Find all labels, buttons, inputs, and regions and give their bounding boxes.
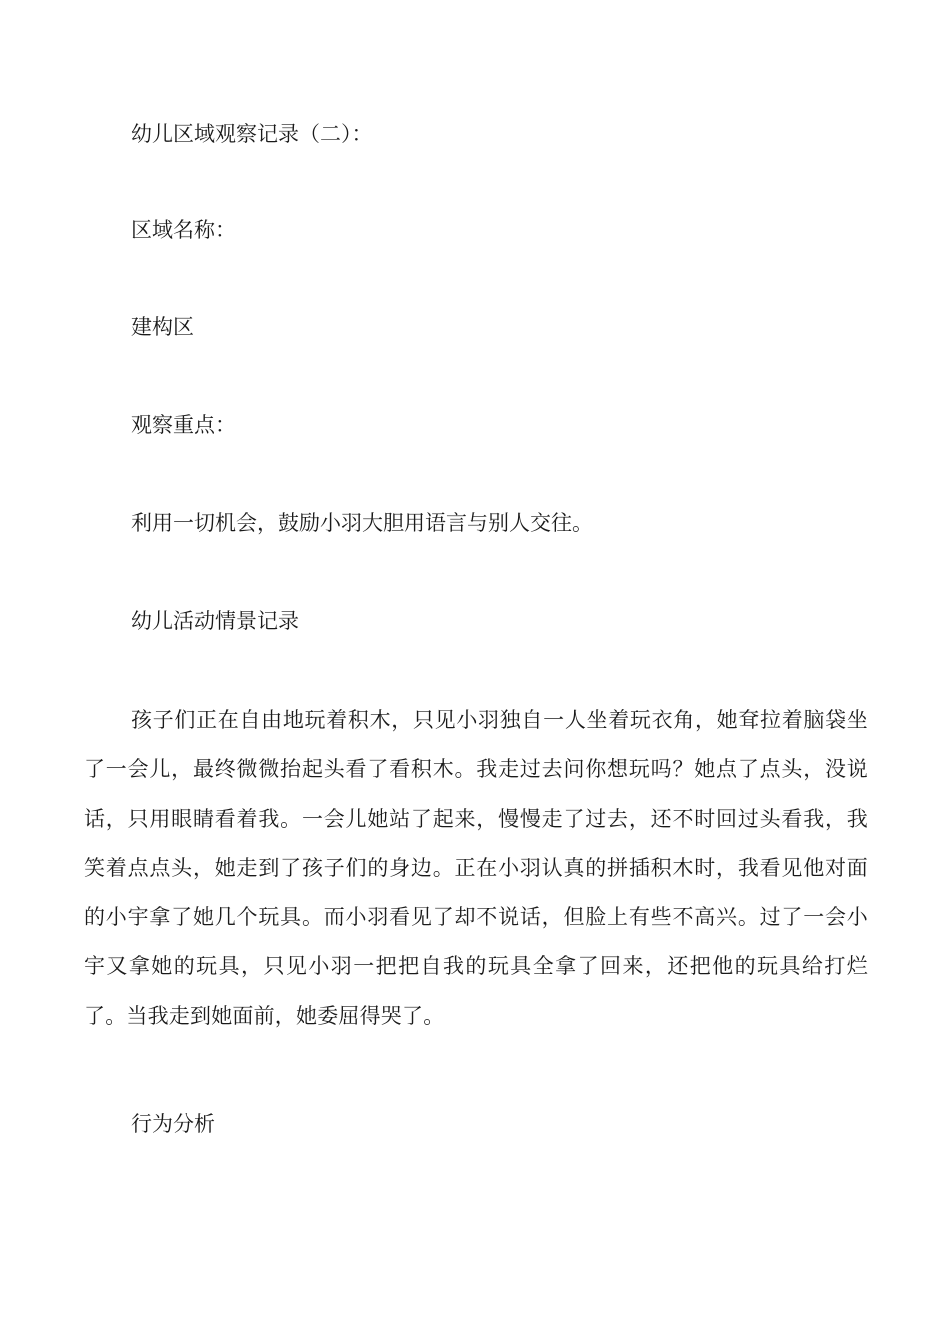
behavior-analysis-heading: 行为分析 (131, 1112, 215, 1136)
observation-focus-value: 利用一切机会，鼓励小羽大胆用语言与别人交往。 (131, 511, 593, 535)
observation-focus-label: 观察重点： (131, 413, 236, 437)
activity-record-paragraph: 孩子们正在自由地玩着积木，只见小羽独自一人坐着玩衣角，她耷拉着脑袋坐了一会儿，最终微微抬起头看了看积木。我走过去问你想玩吗？她点了点头，没说话，只用眼睛看着我。一会儿她站了起来，慢慢走了过去，还不时回过头看我，我笑着点点头，她走到了孩子们的身边。正在小羽认真的拼插积木时，我看见他对面的小宇拿了她几个玩具。而小羽看见了却不说话，但脸上有些不高兴。过了一会小宇又拿她的玩具，只见小羽一把把自我的玩具全拿了回来，还把他的玩具给打烂了。当我走到她面前，她委屈得哭了。 (84, 708, 868, 1028)
area-name-value: 建构区 (131, 315, 194, 339)
activity-record-heading: 幼儿活动情景记录 (131, 609, 299, 633)
area-name-label: 区域名称： (131, 218, 236, 242)
document-title: 幼儿区域观察记录（二）： (131, 122, 373, 146)
